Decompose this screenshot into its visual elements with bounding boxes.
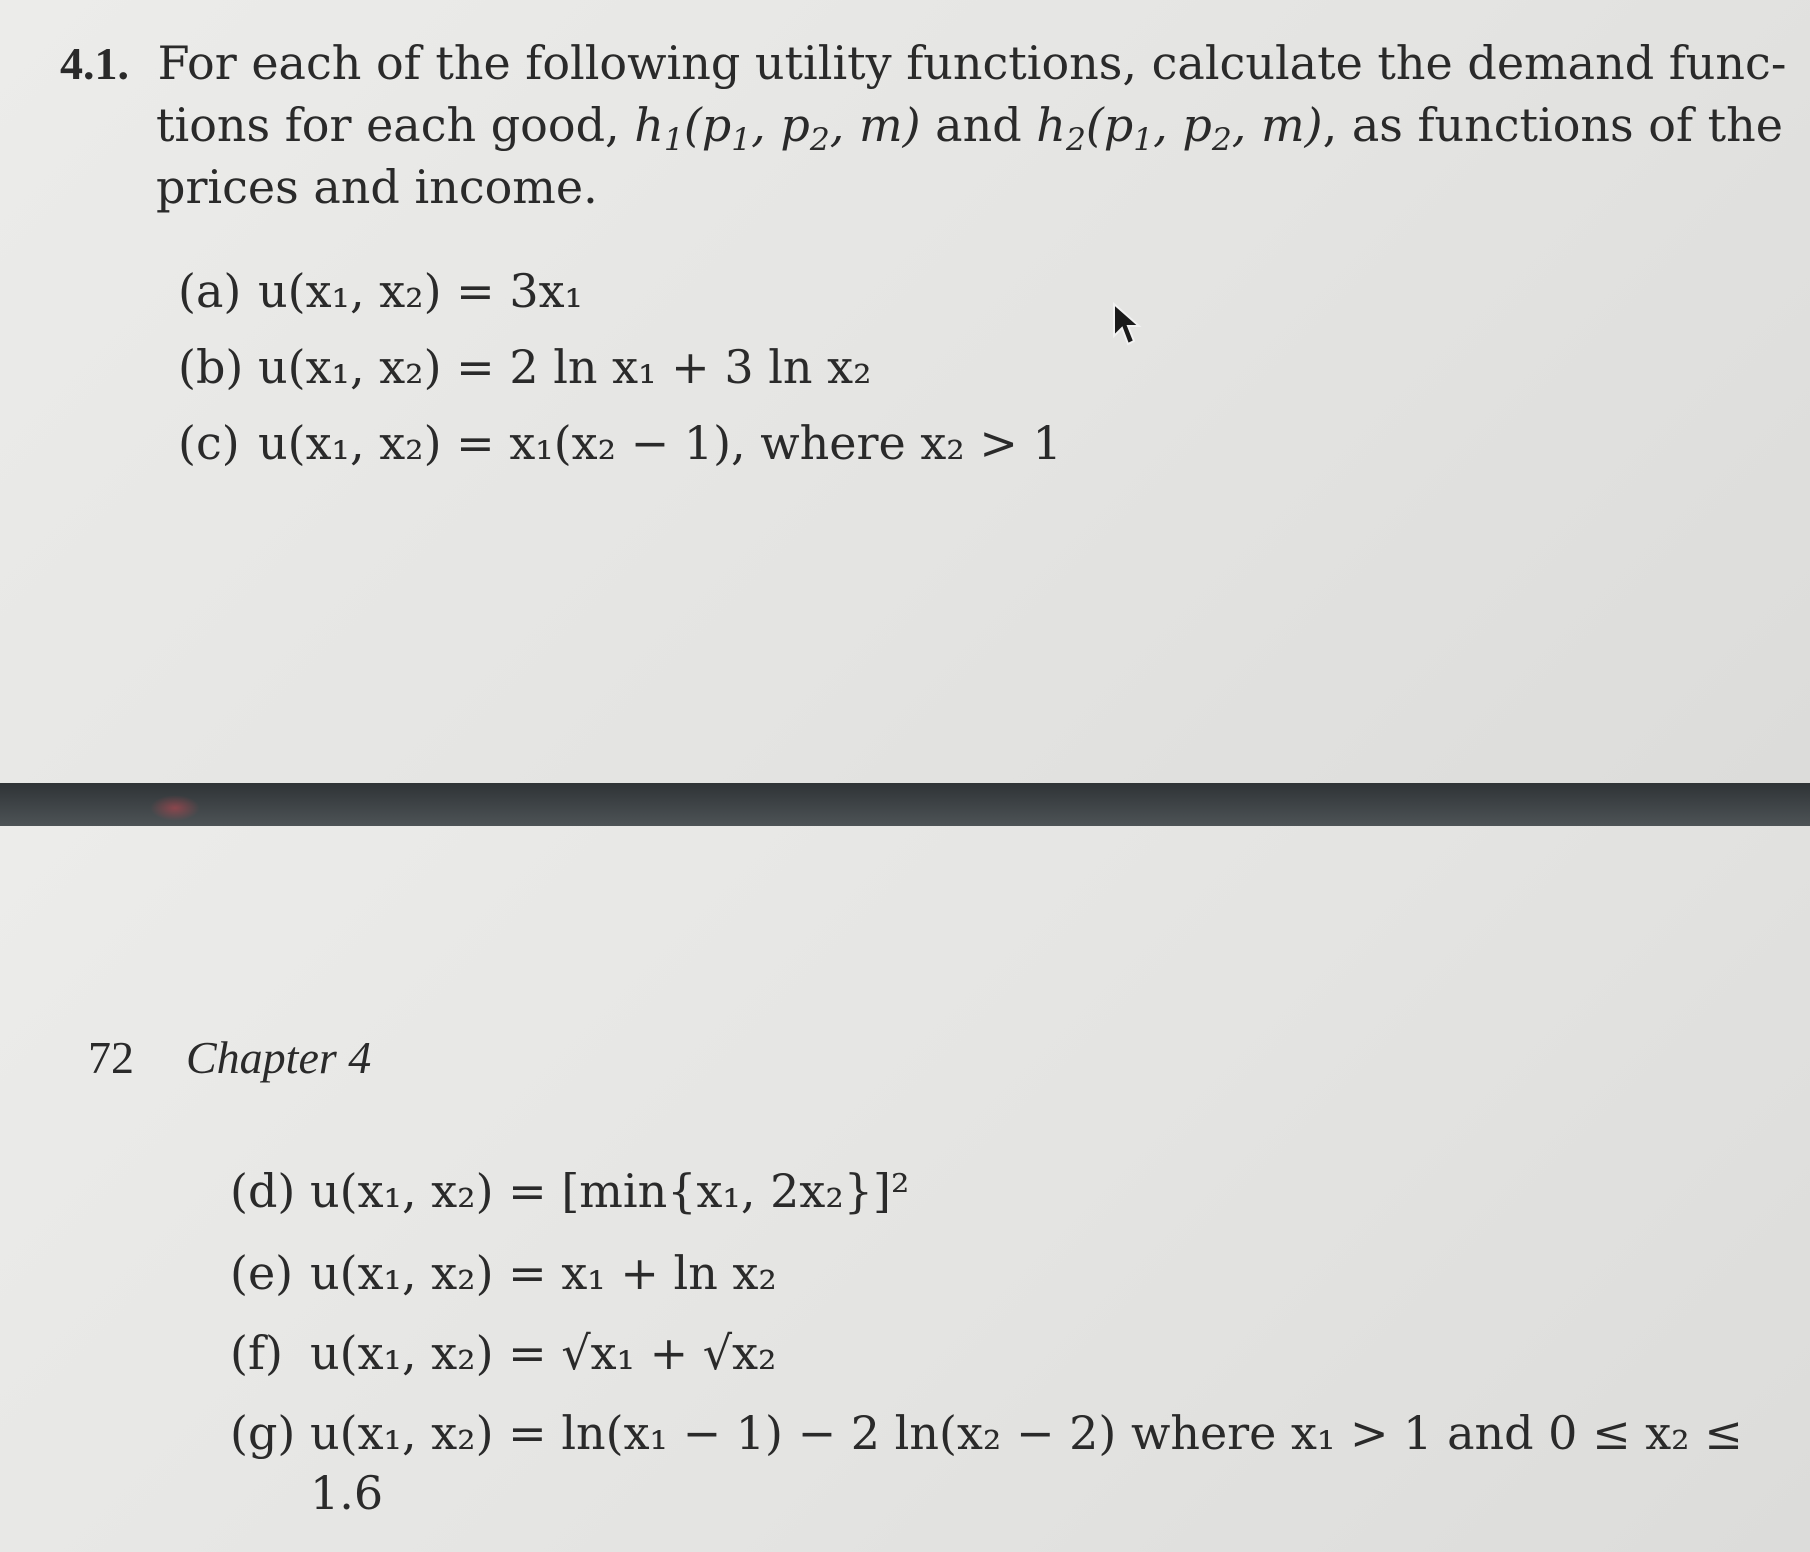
item-label: (f) [230, 1326, 283, 1380]
list-item-d [230, 1164, 910, 1218]
item-label: (c) [178, 416, 240, 470]
problem-text-1: For each of the following utility functions, calculate the demand func- [157, 36, 1787, 90]
problem-line-2 [156, 98, 1783, 158]
item-expression: u(x₁, x₂) = x₁(x₂ − 1), where x₂ > 1 [258, 416, 1062, 470]
problem-text-2-pre: tions for each good, [156, 98, 635, 152]
page-divider [0, 783, 1810, 826]
demand-function-h1: $h_1(p_1$, $p_2$, m) [634, 98, 921, 158]
item-expression: u(x₁, x₂) = 2 ln x₁ + 3 ln x₂ [258, 340, 872, 394]
list-item-a [178, 264, 583, 318]
problem-text-2-and: and [920, 98, 1037, 152]
list-item-e [230, 1246, 777, 1300]
item-label: (g) [230, 1406, 296, 1460]
item-expression-continuation: 1.6 [310, 1466, 384, 1520]
item-expression: u(x₁, x₂) = ln(x₁ − 1) − 2 ln(x₂ − 2) where x₁ > 1 and 0 ≤ x₂ ≤ [310, 1406, 1743, 1460]
mouse-cursor-icon [1112, 302, 1142, 352]
list-item-g-continuation [310, 1466, 384, 1520]
item-label: (b) [178, 340, 244, 394]
problem-line-1 [60, 36, 1787, 90]
item-expression: u(x₁, x₂) = 3x₁ [258, 264, 583, 318]
problem-line-3 [156, 160, 598, 214]
list-item-g [230, 1406, 1743, 1460]
list-item-f [230, 1326, 777, 1380]
item-label: (e) [230, 1246, 294, 1300]
problem-text-2-post: , as functions of the [1322, 98, 1783, 152]
item-label: (d) [230, 1164, 296, 1218]
demand-function-h2: $h_2(p_1$, $p_2$, m) [1036, 98, 1323, 158]
list-item-b [178, 340, 872, 394]
divider-glare [150, 795, 200, 821]
list-item-c [178, 416, 1062, 470]
problem-number: 4.1. [60, 38, 129, 89]
problem-text-3: prices and income. [156, 160, 598, 214]
item-expression: u(x₁, x₂) = [min{x₁, 2x₂}]² [310, 1164, 910, 1218]
item-expression: u(x₁, x₂) = x₁ + ln x₂ [310, 1246, 777, 1300]
chapter-heading: Chapter 4 [186, 1032, 372, 1083]
item-label: (a) [178, 264, 242, 318]
page-number: 72 [88, 1032, 134, 1083]
item-expression: u(x₁, x₂) = √x₁ + √x₂ [310, 1326, 777, 1380]
